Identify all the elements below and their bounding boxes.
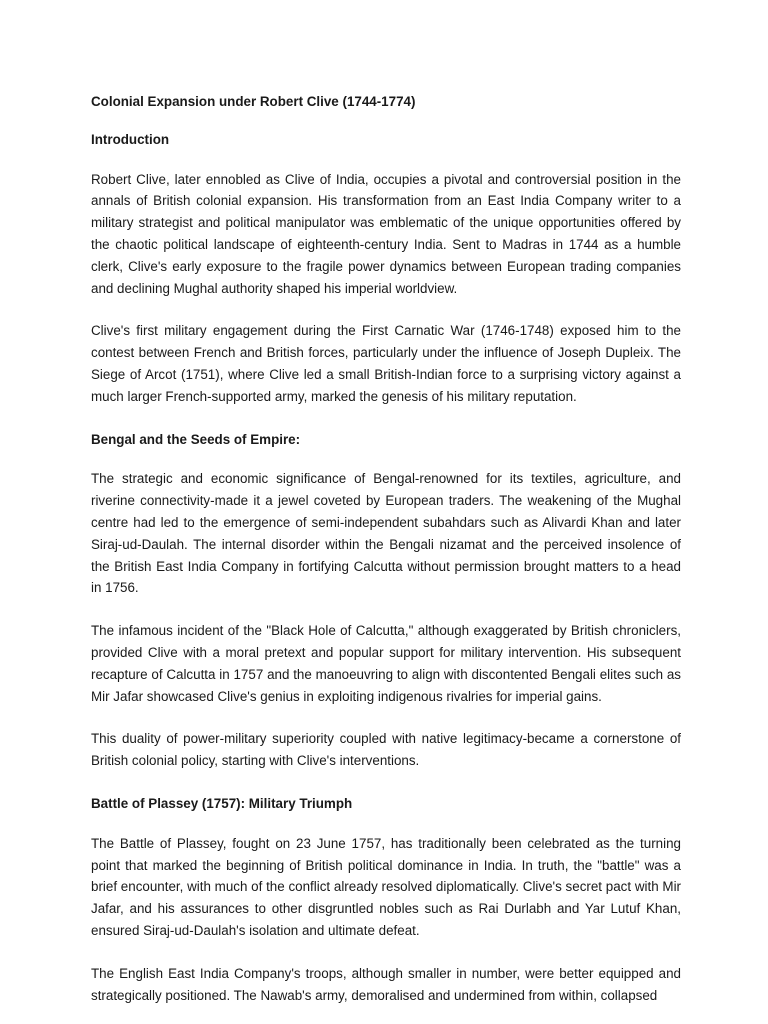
paragraph: The Battle of Plassey, fought on 23 June 1757, has traditionally been celebrated as the turning point that marked the beginning of British political dominance in India. In truth, the "battle" was a brief encounter, with much of the conflict already resolved diplomatically. Clive's secret pact with Mir Jafar, and his assurances to other disgruntled nobles such as Rai Durlabh and Yar Lutuf Khan, ensured Siraj-ud-Daulah's isolation and ultimate defeat. — [91, 835, 681, 938]
section-heading-introduction: Introduction — [91, 131, 170, 147]
document-title: Colonial Expansion under Robert Clive (1744-1774) — [91, 94, 416, 109]
section-heading-bengal: Bengal and the Seeds of Empire: — [91, 431, 301, 447]
paragraph: The strategic and economic significance of Bengal-renowned for its textiles, agriculture, and riverine connectivity-made it a jewel coveted by European traders. The weakening of the Mughal centre had led to the emergence of semi-independent subahdars such as Alivardi Khan and later Siraj-ud-Daulah. The internal disorder within the Bengali nizamat and the perceived insolence of the British East India Company in fortifying Calcutta without permission brought matters to a head in 1756. — [91, 471, 681, 596]
section-heading-plassey: Battle of Plassey (1757): Military Triumph — [91, 795, 353, 811]
paragraph: This duality of power-military superiority coupled with native legitimacy-became a cornerstone of British colonial policy, starting with Clive's interventions. — [91, 731, 681, 769]
paragraph: The infamous incident of the "Black Hole of Calcutta," although exaggerated by British chroniclers, provided Clive with a moral pretext and popular support for military intervention. His subsequent recapture of Calcutta in 1757 and the manoeuvring to align with discontented Bengali elites such as Mir Jafar showcased Clive's genius in exploiting indigenous rivalries for imperial gains. — [91, 623, 681, 704]
paragraph: Robert Clive, later ennobled as Clive of India, occupies a pivotal and controversial position in the annals of British colonial expansion. His transformation from an East India Company writer to a military strategist and political manipulator was emblematic of the unique opportunities offered by the chaotic political landscape of eighteenth-century India. Sent to Madras in 1744 as a humble clerk, Clive's early exposure to the fragile power dynamics between European trading companies and declining Mughal authority shaped his imperial worldview. — [91, 171, 681, 296]
paragraph: The English East India Company's troops, although smaller in number, were better equipped and strategically positioned. The Nawab's army, demoralised and undermined from within, collapsed — [91, 965, 681, 1003]
document-body — [91, 91, 681, 1024]
paragraph: Clive's first military engagement during the First Carnatic War (1746-1748) exposed him to the contest between French and British forces, particularly under the influence of Joseph Dupleix. The Siege of Arcot (1751), where Clive led a small British-Indian force to a surprising victory against a much larger French-supported army, marked the genesis of his military reputation. — [91, 323, 681, 404]
